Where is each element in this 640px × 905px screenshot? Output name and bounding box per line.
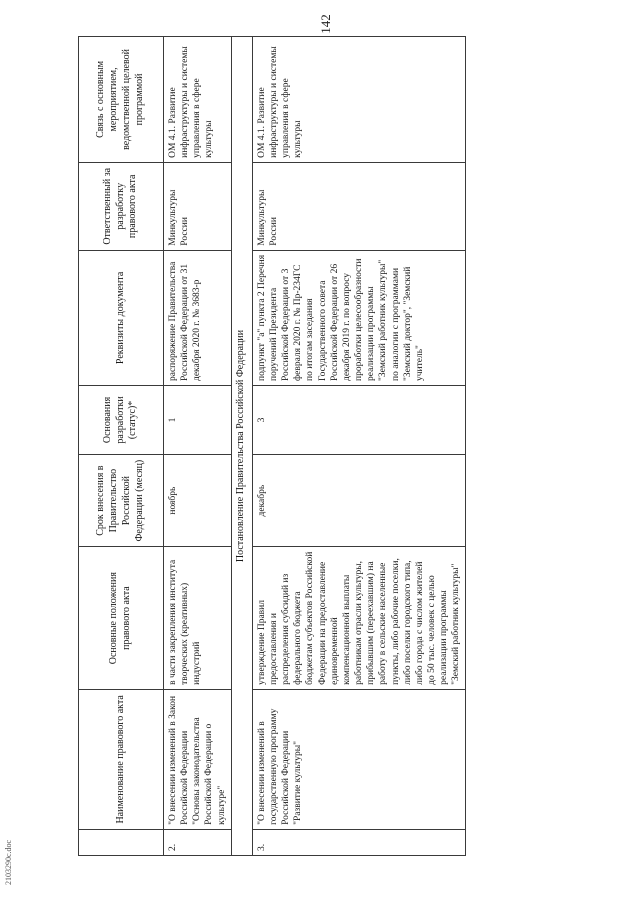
header-deadline: Срок внесения в Правительство Российской Федерации (месяц) — [79, 454, 164, 547]
header-basis: Основания разработки (статус)* — [79, 386, 164, 455]
deadline-cell: декабрь — [252, 454, 466, 547]
provisions-cell: утверждение Правил предоставления и распределения субсидий из федерального бюджета бюджетам субъектов Российской Федерации на предоставление единовременной компенсационной выплаты работникам отрасли культуры, прибывшим (переехавшим) на работу в сельские населенные пункты, либо рабочие поселки, либо поселки городского типа, либо города с числом жителей до 50 тыс. человек с целью реализации программы "Земский работник культуры" — [252, 547, 466, 689]
row-number: 2. — [164, 829, 232, 855]
basis-cell: 3 — [252, 386, 466, 455]
legal-acts-table — [78, 36, 466, 856]
section-title: Постановление Правительства Российской Федерации — [231, 37, 252, 856]
act-name-cell: "О внесении изменений в Закон Российской Федерации "Основы законодательства Российской Федерации о культуре" — [164, 689, 232, 829]
responsible-cell: Минкультуры России — [252, 162, 466, 250]
section-row — [231, 37, 252, 856]
link-cell: ОМ 4.1. Развитие инфраструктуры и системы управления в сфере культуры — [252, 37, 466, 163]
header-requisites: Реквизиты документа — [79, 250, 164, 385]
table-row — [252, 37, 466, 856]
requisites-cell: распоряжение Правительства Российской Федерации от 31 декабря 2020 г. № 3683-р — [164, 250, 232, 385]
deadline-cell: ноябрь — [164, 454, 232, 547]
document-file-code: 2103290c.doc — [4, 839, 13, 885]
header-responsible: Ответственный за разработку правового акта — [79, 162, 164, 250]
act-name-cell: "О внесении изменений в государственную программу Российской Федерации "Развитие культуры" — [252, 689, 466, 829]
responsible-cell: Минкультуры России — [164, 162, 232, 250]
requisites-cell: подпункт "а" пункта 2 Перечня поручений Президента Российской Федерации от 3 февраля 2020 г. № Пр-234ГС по итогам заседания Государственного совета Российской Федерации от 26 декабря 2019 г. по вопросу проработки целесообразности реализации программы "Земский работник культуры" по аналогии с программами "Земский доктор", "Земский учитель" — [252, 250, 466, 385]
provisions-cell: в части закрепления института творческих (креативных) индустрий — [164, 547, 232, 689]
header-link: Связь с основным мероприятием, ведомственной целевой программой — [79, 37, 164, 163]
page-number: 142 — [318, 14, 333, 34]
link-cell: ОМ 4.1. Развитие инфраструктуры и системы управления в сфере культуры — [164, 37, 232, 163]
row-number: 3. — [252, 829, 466, 855]
header-number — [79, 829, 164, 855]
header-act-name: Наименование правового акта — [79, 689, 164, 829]
table-header-row — [79, 37, 164, 856]
basis-cell: 1 — [164, 386, 232, 455]
rotated-table-wrapper — [78, 36, 608, 856]
header-main-provisions: Основные положения правового акта — [79, 547, 164, 689]
table-row — [164, 37, 232, 856]
